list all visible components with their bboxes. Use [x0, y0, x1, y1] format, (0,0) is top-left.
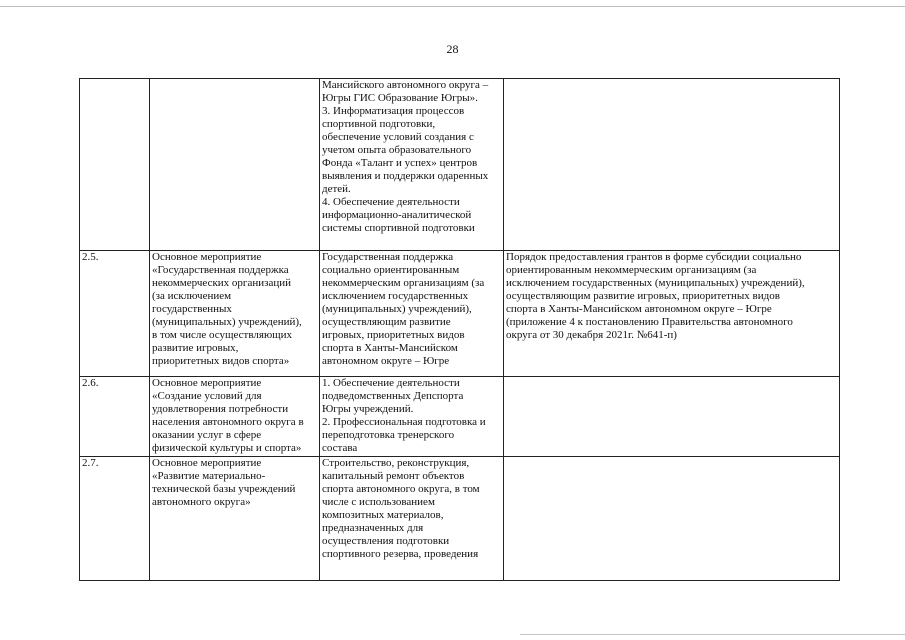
text-line: (муниципальных) учреждений),: [152, 316, 302, 328]
text-line: населения автономного округа в: [152, 416, 304, 428]
text-line: физической культуры и спорта»: [152, 442, 302, 454]
cell-documents: [504, 251, 840, 377]
text-line: спорта в Ханты-Мансийском автономном округе – Югре: [506, 303, 772, 315]
text-line: удовлетворения потребности: [152, 403, 289, 415]
text-line: спорта автономного округа, в том: [322, 483, 480, 495]
cell-description: [320, 79, 504, 251]
text-line: (муниципальных) учреждений),: [322, 303, 472, 315]
table-row: [80, 79, 840, 251]
text-line: технической базы учреждений: [152, 483, 296, 495]
text-line: информационно-аналитической: [322, 209, 472, 221]
text-line: системы спортивной подготовки: [322, 222, 475, 234]
table-row: [80, 457, 840, 581]
text-line: государственных: [152, 303, 232, 315]
scan-edge-line: [520, 634, 905, 635]
text-line: Югры учреждений.: [322, 403, 414, 415]
text-line: Мансийского автономного округа –: [322, 79, 489, 91]
text-line: автономного округа»: [152, 496, 251, 508]
text-line: Государственная поддержка: [322, 251, 454, 263]
text-line: спортивной подготовки,: [322, 118, 436, 130]
text-line: 4. Обеспечение деятельности: [322, 196, 460, 208]
text-line: числе с использованием: [322, 496, 435, 508]
text-line: Строительство, реконструкция,: [322, 457, 470, 469]
text-line: спорта в Ханты-Мансийском: [322, 342, 458, 354]
table-row: [80, 377, 840, 457]
text-line: приоритетных видов спорта»: [152, 355, 290, 367]
text-line: Основное мероприятие: [152, 377, 262, 389]
text-line: развитие игровых,: [152, 342, 239, 354]
text-line: Основное мероприятие: [152, 251, 262, 263]
page-number: 28: [446, 42, 459, 56]
cell-number: 2.5.: [80, 251, 150, 377]
text-line: Основное мероприятие: [152, 457, 262, 469]
text-line: спортивного резерва, проведения: [322, 548, 479, 560]
text-line: учетом опыта образовательного: [322, 144, 472, 156]
cell-documents: [504, 457, 840, 581]
text-line: «Создание условий для: [152, 390, 262, 402]
cell-event-name: [150, 251, 320, 377]
text-line: капитальный ремонт объектов: [322, 470, 465, 482]
text-line: некоммерческих организаций: [152, 277, 291, 289]
text-line: Фонда «Талант и успех» центров: [322, 157, 478, 169]
text-line: осуществляющим развитие: [322, 316, 451, 328]
text-line: «Развитие материально-: [152, 470, 266, 482]
text-line: в том числе осуществляющих: [152, 329, 293, 341]
text-line: игровых, приоритетных видов: [322, 329, 465, 341]
cell-documents: [504, 79, 840, 251]
table-body: [80, 79, 840, 581]
text-line: 2. Профессиональная подготовка и: [322, 416, 486, 428]
cell-description: [320, 251, 504, 377]
text-line: (за исключением: [152, 290, 232, 302]
text-line: Югры ГИС Образование Югры».: [322, 92, 478, 104]
text-line: композитных материалов,: [322, 509, 444, 521]
text-line: исключением государственных (муниципальных) учреждений),: [506, 277, 805, 289]
text-line: переподготовка тренерского: [322, 429, 455, 441]
text-line: обеспечение условий создания с: [322, 131, 474, 143]
text-line: оказании услуг в сфере: [152, 429, 262, 441]
text-line: ориентированным некоммерческим организациям (за: [506, 264, 757, 276]
text-line: детей.: [322, 183, 351, 195]
text-line: осуществляющим развитие игровых, приоритетных видов: [506, 290, 780, 302]
text-line: некоммерческим организациям (за: [322, 277, 485, 289]
program-table: [79, 78, 840, 581]
cell-event-name: [150, 377, 320, 457]
cell-description: [320, 377, 504, 457]
text-line: автономном округе – Югре: [322, 355, 450, 367]
text-line: 3. Информатизация процессов: [322, 105, 465, 117]
cell-number: 2.7.: [80, 457, 150, 581]
scan-edge-line: [0, 6, 905, 7]
text-line: (приложение 4 к постановлению Правительства автономного: [506, 316, 793, 328]
cell-event-name: [150, 457, 320, 581]
text-line: осуществления подготовки: [322, 535, 450, 547]
text-line: округа от 30 декабря 2021г. №641-п): [506, 329, 677, 341]
text-line: Порядок предоставления грантов в форме субсидии социально: [506, 251, 802, 263]
text-line: «Государственная поддержка: [152, 264, 289, 276]
text-line: выявления и поддержки одаренных: [322, 170, 489, 182]
text-line: подведомственных Депспорта: [322, 390, 464, 402]
text-line: 1. Обеспечение деятельности: [322, 377, 460, 389]
cell-number: 2.6.: [80, 377, 150, 457]
text-line: исключением государственных: [322, 290, 469, 302]
cell-event-name: [150, 79, 320, 251]
text-line: предназначенных для: [322, 522, 424, 534]
table-row: [80, 251, 840, 377]
cell-documents: [504, 377, 840, 457]
cell-number: [80, 79, 150, 251]
text-line: состава: [322, 442, 358, 454]
text-line: социально ориентированным: [322, 264, 460, 276]
cell-description: [320, 457, 504, 581]
